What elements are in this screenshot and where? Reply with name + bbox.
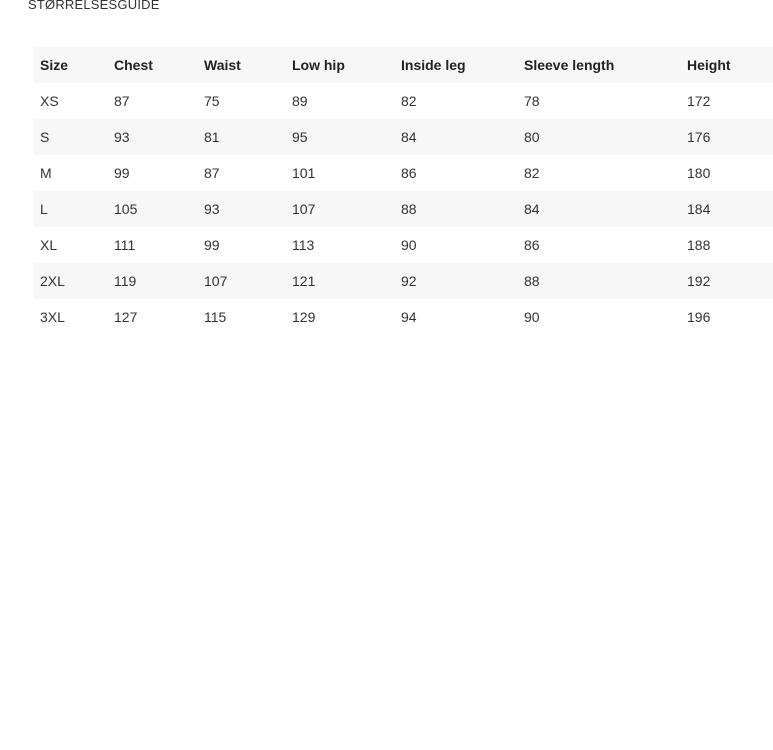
cell-chest: 119 [114,273,137,289]
header-sleeve-length: Sleeve length [524,57,615,73]
header-inside-leg: Inside leg [401,57,466,73]
cell-sleeve-length: 80 [524,129,540,145]
header-chest: Chest [114,57,153,73]
cell-low-hip: 107 [292,201,316,217]
cell-inside-leg: 88 [401,201,417,217]
cell-height: 176 [687,129,711,145]
cell-waist: 99 [204,237,220,253]
cell-size: L [40,201,48,217]
table-row [33,227,773,263]
cell-inside-leg: 90 [401,237,417,253]
header-low-hip: Low hip [292,57,345,73]
table-row [33,83,773,119]
cell-chest: 93 [114,129,130,145]
cell-size: 2XL [40,273,65,289]
cell-inside-leg: 84 [401,129,417,145]
cell-low-hip: 129 [292,309,316,325]
cell-chest: 127 [114,309,138,325]
header-waist: Waist [204,57,241,73]
header-size: Size [40,57,69,73]
cell-low-hip: 113 [292,237,315,253]
cell-size: XL [40,237,58,253]
cell-height: 180 [687,165,711,181]
cell-chest: 105 [114,201,138,217]
cell-height: 188 [687,237,711,253]
cell-height: 172 [687,93,711,109]
cell-waist: 93 [204,201,220,217]
cell-height: 196 [687,309,711,325]
cell-sleeve-length: 82 [524,165,540,181]
cell-low-hip: 121 [292,273,316,289]
table-row [33,155,773,191]
cell-size: XS [40,93,59,109]
cell-waist: 81 [204,129,220,145]
cell-sleeve-length: 90 [524,309,540,325]
table-row [33,119,773,155]
cell-waist: 75 [204,93,220,109]
cell-height: 184 [687,201,711,217]
cell-inside-leg: 94 [401,309,417,325]
cell-inside-leg: 92 [401,273,417,289]
cell-height: 192 [687,273,711,289]
cell-low-hip: 95 [292,129,308,145]
table-header-row [33,47,773,83]
cell-chest: 111 [114,237,136,253]
cell-chest: 87 [114,93,130,109]
cell-sleeve-length: 84 [524,201,540,217]
cell-low-hip: 101 [292,165,316,181]
size-table [33,47,773,335]
cell-sleeve-length: 86 [524,237,540,253]
cell-inside-leg: 86 [401,165,417,181]
cell-chest: 99 [114,165,130,181]
table-row [33,191,773,227]
cell-low-hip: 89 [292,93,308,109]
cell-sleeve-length: 88 [524,273,540,289]
cell-sleeve-length: 78 [524,93,540,109]
size-table-container [33,47,731,335]
cell-waist: 107 [204,273,228,289]
cell-size: 3XL [40,309,65,325]
cell-size: M [40,165,52,181]
table-row [33,263,773,299]
cell-waist: 115 [204,309,227,325]
cell-waist: 87 [204,165,220,181]
cell-inside-leg: 82 [401,93,417,109]
header-height: Height [687,57,731,73]
table-row [33,299,773,335]
cell-size: S [40,129,50,145]
page-title: STØRRELSESGUIDE [28,0,160,12]
